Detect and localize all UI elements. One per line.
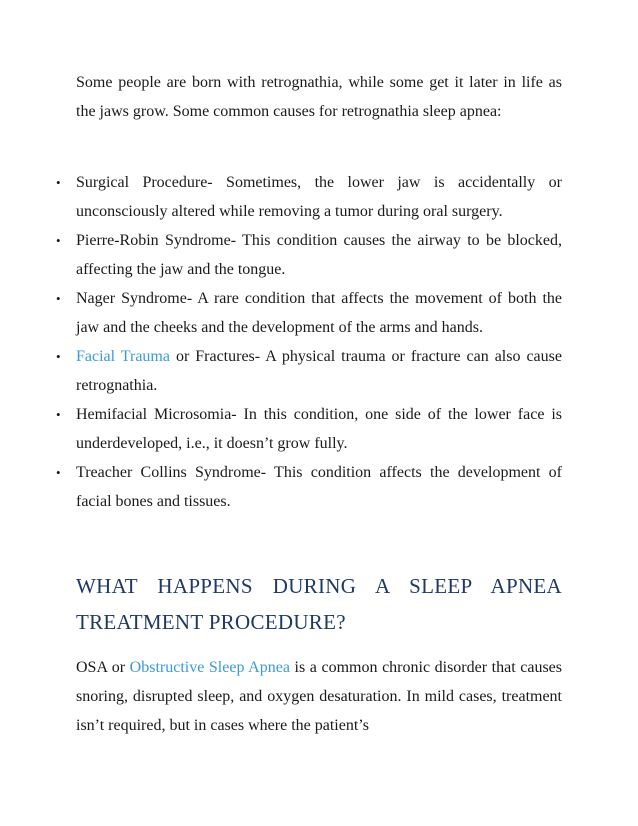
- causes-list: [0, 168, 638, 516]
- facial-trauma-link[interactable]: Facial Trauma: [76, 348, 170, 365]
- osa-paragraph: [76, 653, 562, 740]
- obstructive-sleep-apnea-link[interactable]: Obstructive Sleep Apnea: [129, 659, 290, 676]
- osa-suffix: is a common chronic disorder that causes snoring, disrupted sleep, and oxygen desaturation. In mild cases, treatment isn’t required, but in cases where the patient’s: [76, 659, 563, 734]
- bullet-icon: •: [56, 465, 61, 480]
- cause-text: or Fractures- A physical trauma or fracture can also cause retrognathia.: [76, 348, 562, 394]
- intro-paragraph: Some people are born with retrognathia, while some get it later in life as the jaws grow. Some common causes for retrognathia sleep apnea:: [76, 74, 562, 120]
- bullet-icon: •: [56, 233, 61, 248]
- bullet-icon: •: [56, 407, 61, 422]
- bullet-icon: •: [56, 175, 61, 190]
- cause-item: [0, 458, 562, 516]
- cause-item: [0, 226, 562, 284]
- bullet-icon: •: [56, 291, 61, 306]
- cause-text: Surgical Procedure- Sometimes, the lower jaw is accidentally or unconsciously altered while removing a tumor during oral surgery.: [76, 174, 562, 220]
- bullet-icon: •: [56, 349, 61, 364]
- cause-item: [0, 400, 562, 458]
- cause-item: [0, 168, 562, 226]
- section-heading: WHAT HAPPENS DURING A SLEEP APNEA TREATMENT PROCEDURE?: [76, 574, 562, 634]
- cause-text: Pierre-Robin Syndrome- This condition causes the airway to be blocked, affecting the jaw and the tongue.: [76, 232, 562, 278]
- osa-prefix: OSA or: [76, 659, 130, 676]
- cause-text: Nager Syndrome- A rare condition that affects the movement of both the jaw and the cheeks and the development of the arms and hands.: [76, 290, 562, 336]
- cause-item: [0, 284, 562, 342]
- cause-text: Hemifacial Microsomia- In this condition, one side of the lower face is underdeveloped, i.e., it doesn’t grow fully.: [76, 406, 562, 452]
- cause-item: [0, 342, 562, 400]
- cause-text: Treacher Collins Syndrome- This condition affects the development of facial bones and tissues.: [76, 464, 562, 510]
